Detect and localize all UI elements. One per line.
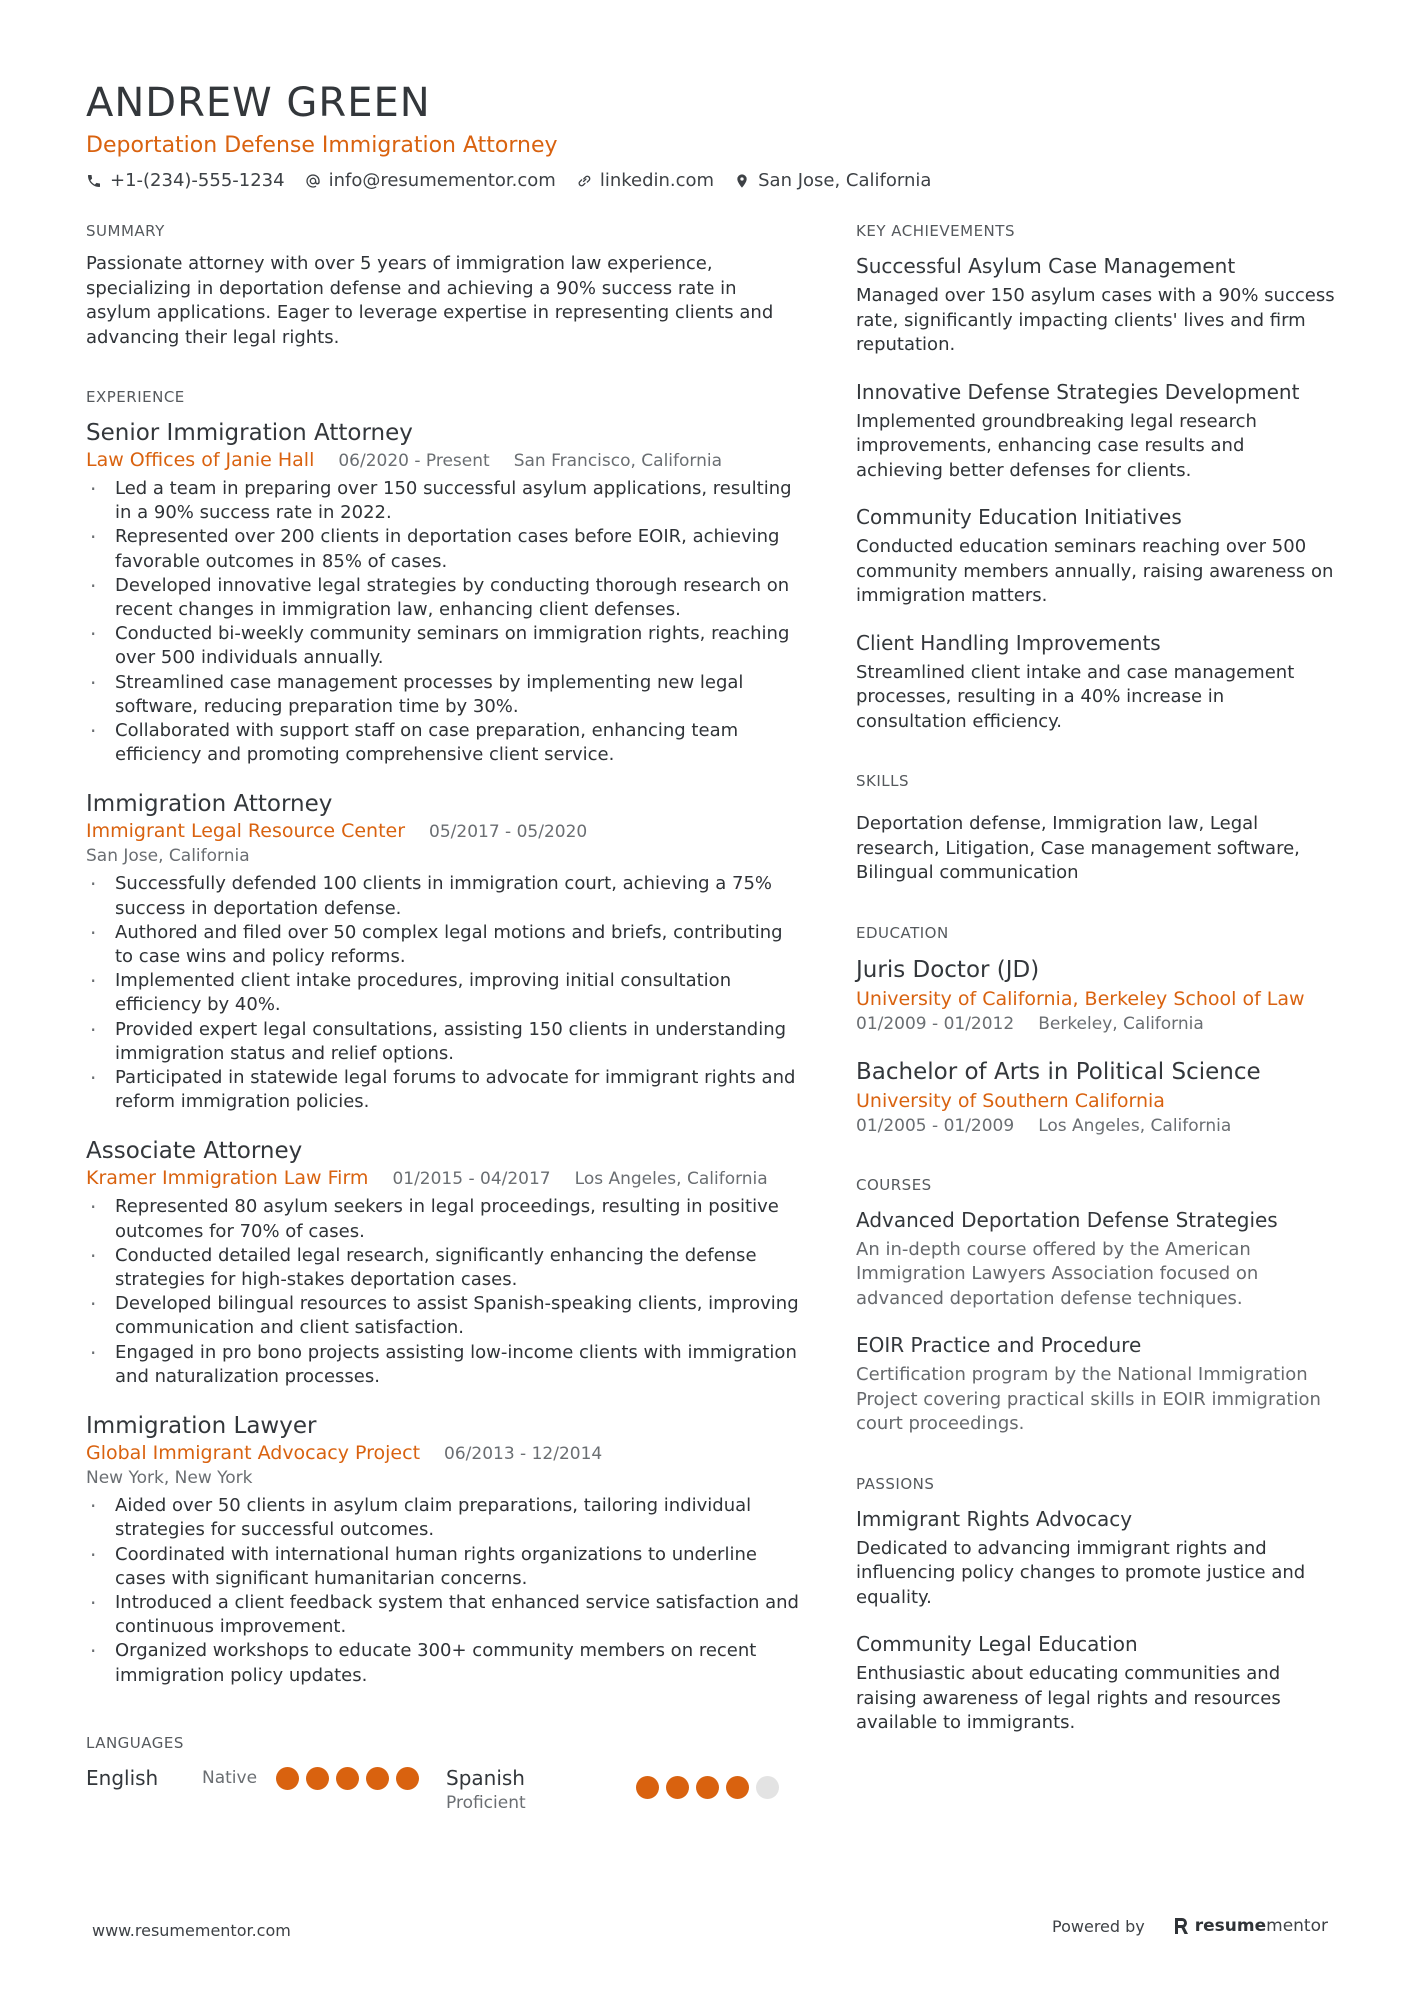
job-entry <box>86 1411 806 1688</box>
summary-text: Passionate attorney with over 5 years of immigration law experience, specializing in deportation defense and achieving a 90% success rate in asylum applications. Eager to leverage expertise in representing clients and advancing their legal rights. <box>86 253 774 348</box>
language-english <box>86 1764 446 1792</box>
job-bullet: · Collaborated with support staff on case preparation, enhancing team efficiency and promoting comprehensive client service. <box>86 719 806 767</box>
job-company: Immigrant Legal Resource Center <box>86 820 406 843</box>
achievement-item <box>856 629 1336 735</box>
job-bullet: · Implemented client intake procedures, improving initial consultation efficiency by 40%. <box>86 969 806 1017</box>
passion-text: Enthusiastic about educating communities and raising awareness of legal rights and resources available to immigrants. <box>856 1663 1281 1733</box>
job-meta <box>86 819 806 844</box>
languages-section <box>86 1732 806 1814</box>
job-bullet: · Conducted bi-weekly community seminars on immigration rights, reaching over 500 individuals annually. <box>86 622 806 670</box>
job-bullet: · Represented over 200 clients in deportation cases before EOIR, achieving favorable outcomes in 85% of cases. <box>86 525 806 573</box>
brand-mark-icon <box>1173 1917 1189 1935</box>
map-pin-icon <box>734 173 750 189</box>
passion-text: Dedicated to advancing immigrant rights and influencing policy changes to promote justice and equality. <box>856 1537 1306 1608</box>
job-bullet: · Introduced a client feedback system that enhanced service satisfaction and continuous improvement. <box>86 1591 806 1639</box>
left-column <box>86 220 806 1814</box>
education-degree: Juris Doctor (JD) <box>856 956 1040 983</box>
education-heading: EDUCATION <box>856 923 949 942</box>
phone-text: +1-(234)-555-1234 <box>110 170 285 191</box>
job-location: San Jose, California <box>86 846 250 867</box>
course-item <box>856 1206 1336 1312</box>
at-sign-icon <box>305 173 321 189</box>
job-location: San Francisco, California <box>513 451 723 471</box>
summary-section <box>86 252 806 350</box>
contact-bar <box>86 168 1326 194</box>
course-title: Advanced Deportation Defense Strategies <box>856 1207 1278 1232</box>
achievement-title: Community Education Initiatives <box>856 505 1182 529</box>
job-entry <box>86 418 806 767</box>
brand-rest: mentor <box>1266 1916 1328 1936</box>
achievement-item <box>856 503 1336 609</box>
rating-dot-filled <box>636 1776 659 1799</box>
job-bullet: · Successfully defended 100 clients in immigration court, achieving a 75% success in deportation defense. <box>86 872 806 920</box>
job-meta <box>86 448 806 473</box>
link-icon <box>576 173 592 189</box>
passions-section <box>856 1473 1336 1736</box>
education-degree: Bachelor of Arts in Political Science <box>856 1058 1261 1085</box>
job-dates: 01/2015 - 04/2017 <box>392 1169 551 1190</box>
job-bullet: · Aided over 50 clients in asylum claim preparations, tailoring individual strategies for successful outcomes. <box>86 1494 806 1542</box>
achievement-text: Managed over 150 asylum cases with a 90% success rate, significantly impacting clients' lives and firm reputation. <box>856 285 1335 355</box>
passion-item <box>856 1505 1336 1611</box>
job-bullet: · Streamlined case management processes by implementing new legal software, reducing preparation time by 30%. <box>86 671 806 719</box>
job-bullets <box>86 872 806 1114</box>
achievement-text: Conducted education seminars reaching over 500 community members annually, raising awareness on immigration matters. <box>856 536 1334 606</box>
job-entry <box>86 1136 806 1389</box>
education-meta <box>856 1012 1336 1036</box>
education-location: Los Angeles, California <box>1038 1115 1232 1136</box>
job-dates: 05/2017 - 05/2020 <box>429 822 588 843</box>
course-text: An in-depth course offered by the American Immigration Lawyers Association focused on advanced deportation defense techniques. <box>856 1238 1259 1309</box>
skills-text: Deportation defense, Immigration law, Legal research, Litigation, Case management software, Bilingual communication <box>856 813 1300 883</box>
languages-row <box>86 1764 806 1814</box>
job-title: Immigration Attorney <box>86 791 333 818</box>
rating-dot-filled <box>366 1767 389 1790</box>
brand-logo[interactable] <box>1173 1916 1328 1936</box>
rating-dot-filled <box>666 1776 689 1799</box>
job-bullet: · Authored and filed over 50 complex legal motions and briefs, contributing to case wins and policy reforms. <box>86 921 806 969</box>
achievement-text: Streamlined client intake and case management processes, resulting in a 40% increase in consultation efficiency. <box>856 661 1295 732</box>
education-location: Berkeley, California <box>1038 1013 1204 1034</box>
experience-heading: EXPERIENCE <box>86 388 185 406</box>
job-bullets <box>86 477 806 767</box>
job-bullet: · Engaged in pro bono projects assisting low-income clients with immigration and naturalization processes. <box>86 1341 806 1389</box>
passion-item <box>856 1630 1336 1736</box>
job-title: Immigration Lawyer <box>86 1413 317 1440</box>
experience-section <box>86 386 806 1688</box>
job-bullets <box>86 1494 806 1688</box>
right-column <box>856 220 1336 1736</box>
job-bullet: · Conducted detailed legal research, significantly enhancing the defense strategies for high-stakes deportation cases. <box>86 1244 806 1292</box>
job-location: New York, New York <box>86 1468 253 1489</box>
achievement-text: Implemented groundbreaking legal research improvements, enhancing case results and achieving better defenses for clients. <box>856 410 1257 481</box>
job-dates: 06/2013 - 12/2014 <box>444 1444 603 1465</box>
language-rating <box>276 1767 419 1790</box>
passions-heading: PASSIONS <box>856 1474 935 1493</box>
achievement-title: Client Handling Improvements <box>856 630 1161 655</box>
language-level: Native <box>202 1767 258 1788</box>
job-company: Global Immigrant Advocacy Project <box>86 1442 421 1465</box>
job-bullet: · Coordinated with international human rights organizations to underline cases with significant humanitarian concerns. <box>86 1543 806 1591</box>
achievements-heading: KEY ACHIEVEMENTS <box>856 222 1015 240</box>
location-text: San Jose, California <box>758 170 932 191</box>
education-section <box>856 922 1336 1138</box>
job-company: Kramer Immigration Law Firm <box>86 1167 369 1190</box>
job-title: Associate Attorney <box>86 1138 303 1165</box>
courses-section <box>856 1174 1336 1437</box>
rating-dot-filled <box>396 1767 419 1790</box>
job-bullet: · Led a team in preparing over 150 successful asylum applications, resulting in a 90% success rate in 2022. <box>86 477 806 525</box>
education-dates: 01/2005 - 01/2009 <box>856 1115 1015 1136</box>
rating-dot-filled <box>306 1767 329 1790</box>
summary-heading: SUMMARY <box>86 222 165 240</box>
footer-branding <box>1052 1916 1328 1936</box>
education-school: University of California, Berkeley School of Law <box>856 987 1305 1010</box>
brand-bold: resume <box>1194 1916 1267 1936</box>
language-level: Proficient <box>446 1792 526 1813</box>
course-title: EOIR Practice and Procedure <box>856 1333 1142 1357</box>
language-spanish <box>446 1764 806 1814</box>
education-dates: 01/2009 - 01/2012 <box>856 1013 1015 1034</box>
courses-heading: COURSES <box>856 1175 932 1194</box>
job-company: Law Offices of Janie Hall <box>86 449 315 471</box>
rating-dot-filled <box>276 1767 299 1790</box>
course-text: Certification program by the National Immigration Project covering practical skills in EOIR immigration court proceedings. <box>856 1364 1321 1434</box>
passion-title: Community Legal Education <box>856 1632 1138 1656</box>
rating-dot-filled <box>696 1776 719 1799</box>
email-text[interactable]: info@resumementor.com <box>328 170 556 191</box>
job-bullet: · Participated in statewide legal forums to advocate for immigrant rights and reform immigration policies. <box>86 1066 806 1114</box>
job-entry <box>86 789 806 1114</box>
achievement-title: Innovative Defense Strategies Development <box>856 379 1300 404</box>
language-name: Spanish <box>446 1765 525 1790</box>
job-bullet: · Developed innovative legal strategies by conducting thorough research on recent changes in immigration law, enhancing client defenses. <box>86 574 806 622</box>
job-meta <box>86 1166 806 1191</box>
contact-phone <box>86 168 285 194</box>
powered-by-text: Powered by <box>1052 1916 1145 1936</box>
language-rating <box>636 1776 779 1799</box>
job-bullet: · Represented 80 asylum seekers in legal proceedings, resulting in positive outcomes for 70% of cases. <box>86 1195 806 1243</box>
candidate-name: ANDREW GREEN <box>86 80 431 126</box>
footer-website[interactable]: www.resumementor.com <box>92 1921 291 1940</box>
job-dates: 06/2020 - Present <box>338 451 490 471</box>
rating-dot-filled <box>726 1776 749 1799</box>
phone-icon <box>86 173 102 189</box>
job-bullets <box>86 1195 806 1389</box>
education-item <box>856 1056 1336 1138</box>
rating-dot-filled <box>336 1767 359 1790</box>
job-meta <box>86 1441 806 1466</box>
course-item <box>856 1331 1336 1437</box>
languages-heading: LANGUAGES <box>86 1733 184 1752</box>
job-title: Senior Immigration Attorney <box>86 420 413 446</box>
skills-section <box>856 770 1336 886</box>
linkedin-text[interactable]: linkedin.com <box>599 170 715 191</box>
education-item <box>856 954 1336 1036</box>
candidate-title: Deportation Defense Immigration Attorney <box>86 133 558 158</box>
passion-title: Immigrant Rights Advocacy <box>856 1506 1133 1531</box>
contact-linkedin[interactable] <box>576 168 714 194</box>
job-bullet: · Developed bilingual resources to assist Spanish-speaking clients, improving communication and client satisfaction. <box>86 1292 806 1340</box>
skills-heading: SKILLS <box>856 772 910 790</box>
language-stack <box>446 1764 636 1814</box>
contact-email[interactable] <box>305 168 556 194</box>
job-location: Los Angeles, California <box>574 1169 768 1190</box>
language-name: English <box>86 1765 159 1790</box>
education-school: University of Southern California <box>856 1089 1165 1112</box>
job-bullet: · Provided expert legal consultations, assisting 150 clients in understanding immigration status and relief options. <box>86 1018 806 1066</box>
education-meta <box>856 1114 1336 1138</box>
achievement-title: Successful Asylum Case Management <box>856 254 1236 278</box>
resume-header <box>86 74 1326 194</box>
achievement-item <box>856 252 1336 358</box>
job-bullet: · Organized workshops to educate 300+ community members on recent immigration policy updates. <box>86 1639 806 1687</box>
contact-location <box>734 168 931 194</box>
rating-dot-empty <box>756 1776 779 1799</box>
achievement-item <box>856 378 1336 484</box>
